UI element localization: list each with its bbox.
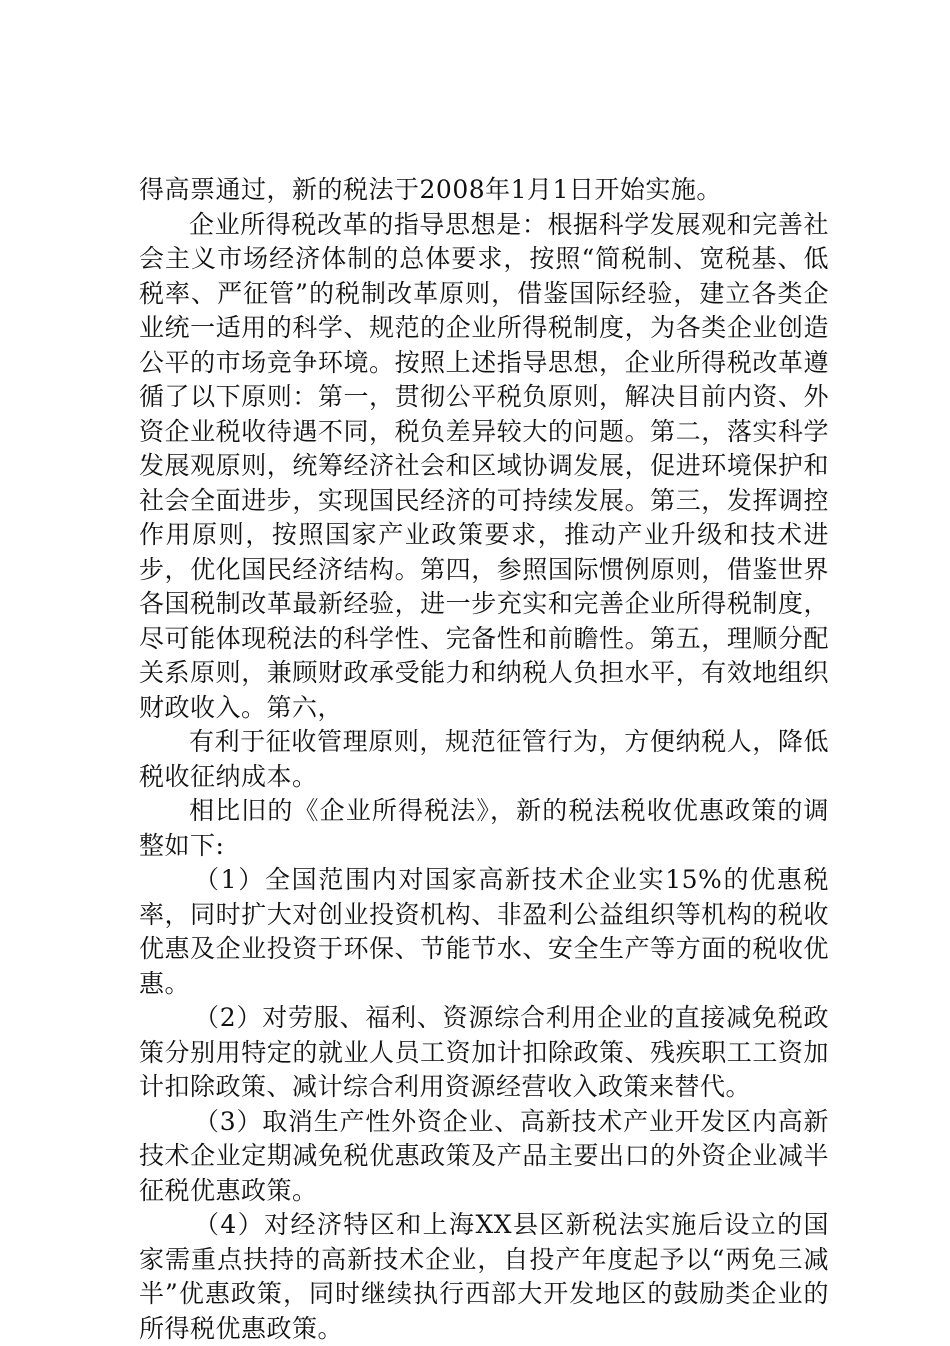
list-item-2: （2）对劳服、福利、资源综合利用企业的直接减免税政策分别用特定的就业人员工资加计扣除政策、残疾职工工资加计扣除政策、减计综合利用资源经营收入政策来替代。	[139, 1003, 829, 1101]
paragraph-collection-principle: 有利于征收管理原则，规范征管行为，方便纳税人，降低税收征纳成本。	[139, 727, 829, 791]
paragraph-continuation: 得高票通过，新的税法于2008年1月1日开始实施。	[139, 175, 722, 204]
list-item-1: （1）全国范围内对国家高新技术企业实15%的优惠税率，同时扩大对创业投资机构、非盈利公益组织等机构的税收优惠及企业投资于环保、节能节水、安全生产等方面的税收优惠。	[139, 865, 829, 998]
document-body	[139, 173, 829, 1346]
list-item-4: （4）对经济特区和上海XX县区新税法实施后设立的国家需重点扶持的高新技术企业，自投产年度起予以“两免三减半”优惠政策，同时继续执行西部大开发地区的鼓励类企业的所得税优惠政策。	[139, 1210, 829, 1343]
paragraph-guiding-principles: 企业所得税改革的指导思想是：根据科学发展观和完善社会主义市场经济体制的总体要求，按照“简税制、宽税基、低税率、严征管”的税制改革原则，借鉴国际经验，建立各类企业统一适用的科学、规范的企业所得税制度，为各类企业创造公平的市场竞争环境。按照上述指导思想，企业所得税改革遵循了以下原则：第一，贯彻公平税负原则，解决目前内资、外资企业税收待遇不同，税负差异较大的问题。第二，落实科学发展观原则，统筹经济社会和区域协调发展，促进环境保护和社会全面进步，实现国民经济的可持续发展。第三，发挥调控作用原则，按照国家产业政策要求，推动产业升级和技术进步，优化国民经济结构。第四，参照国际惯例原则，借鉴世界各国税制改革最新经验，进一步充实和完善企业所得税制度，尽可能体现税法的科学性、完备性和前瞻性。第五，理顺分配关系原则，兼顾财政承受能力和纳税人负担水平，有效地组织财政收入。第六，	[139, 209, 829, 722]
list-item-3: （3）取消生产性外资企业、高新技术产业开发区内高新技术企业定期减免税优惠政策及产品主要出口的外资企业减半征税优惠政策。	[139, 1106, 829, 1205]
paragraph-policy-intro: 相比旧的《企业所得税法》，新的税法税收优惠政策的调整如下:	[139, 796, 829, 860]
